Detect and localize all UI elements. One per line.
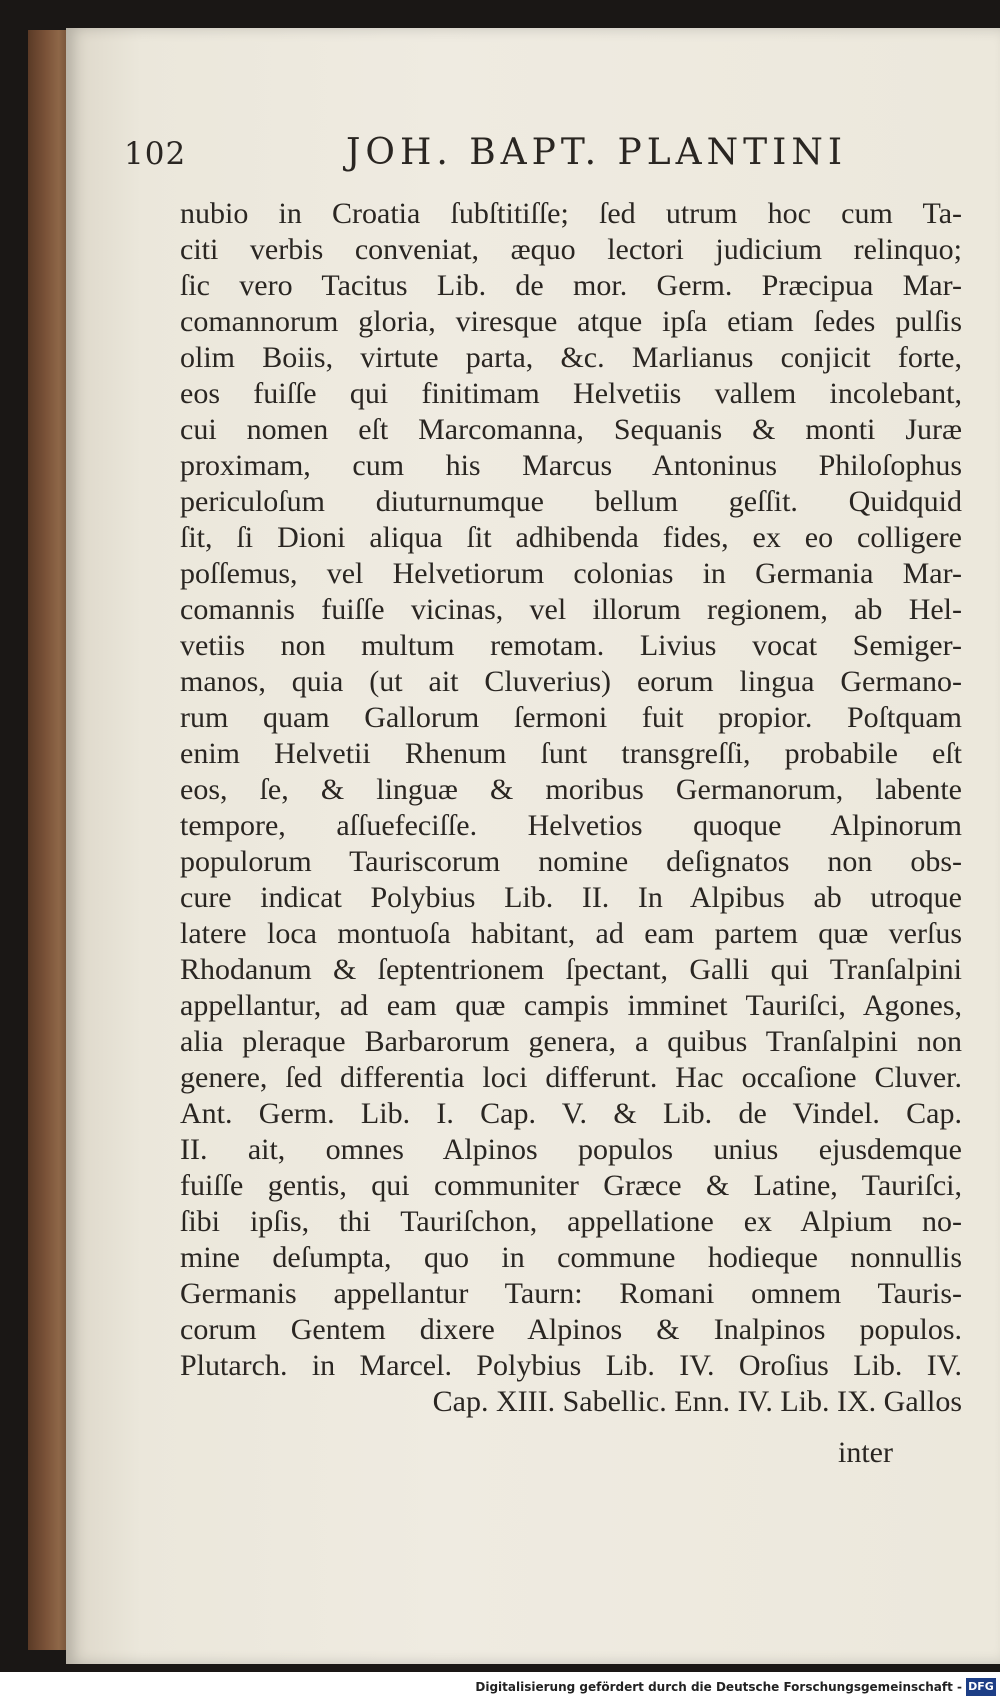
running-title: JOH. BAPT. PLANTINI <box>346 132 848 173</box>
text-line: olim Boiis, virtute parta, &c. Marlianus conjicit forte, <box>180 341 962 374</box>
text-line: nubio in Croatia ſubſtitiſſe; ſed utrum hoc cum Ta- <box>180 197 962 230</box>
text-line: tempore, aſſuefeciſſe. Helvetios quoque Alpinorum <box>180 809 962 842</box>
catchword: inter <box>838 1436 893 1469</box>
dfg-logo-icon: DFG <box>966 1678 996 1696</box>
text-line: rum quam Gallorum ſermoni fuit propior. Poſtquam <box>180 701 962 734</box>
text-line: Ant. Germ. Lib. I. Cap. V. & Lib. de Vindel. Cap. <box>180 1097 962 1130</box>
text-line: manos, quia (ut ait Cluverius) eorum lingua Germano- <box>180 665 962 698</box>
text-line: mine deſumpta, quo in commune hodieque nonnullis <box>180 1241 962 1274</box>
text-line: cure indicat Polybius Lib. II. In Alpibus ab utroque <box>180 881 962 914</box>
text-line: poſſemus, vel Helvetiorum colonias in Germania Mar- <box>180 557 962 590</box>
text-line: appellantur, ad eam quæ campis imminet Tauriſci, Agones, <box>180 989 962 1022</box>
text-line: ſibi ipſis, thi Tauriſchon, appellatione ex Alpium no- <box>180 1205 962 1238</box>
text-line: ſic vero Tacitus Lib. de mor. Germ. Præcipua Mar- <box>180 269 962 302</box>
text-line: latere loca montuoſa habitant, ad eam partem quæ verſus <box>180 917 962 950</box>
text-line: Plutarch. in Marcel. Polybius Lib. IV. Oroſius Lib. IV. <box>180 1349 962 1382</box>
text-line: citi verbis conveniat, æquo lectori judicium relinquo; <box>180 233 962 266</box>
text-line: alia pleraque Barbarorum genera, a quibus Tranſalpini non <box>180 1025 962 1058</box>
body-text <box>180 196 962 1466</box>
text-line: cui nomen eſt Marcomanna, Sequanis & monti Juræ <box>180 413 962 446</box>
text-line: periculoſum diuturnumque bellum geſſit. Quidquid <box>180 485 962 518</box>
text-line: populorum Tauriscorum nomine deſignatos non obs- <box>180 845 962 878</box>
text-line: fuiſſe gentis, qui communiter Græce & Latine, Tauriſci, <box>180 1169 962 1202</box>
text-line: eos, ſe, & linguæ & moribus Germanorum, labente <box>180 773 962 806</box>
page-number: 102 <box>124 136 187 172</box>
text-line: genere, ſed differentia loci differunt. Hac occaſione Cluver. <box>180 1061 962 1094</box>
text-line: corum Gentem dixere Alpinos & Inalpinos populos. <box>180 1313 962 1346</box>
text-line: II. ait, omnes Alpinos populos unius ejusdemque <box>180 1133 962 1166</box>
footer-bar <box>0 1672 1000 1704</box>
text-line: comannis fuiſſe vicinas, vel illorum regionem, ab Hel- <box>180 593 962 626</box>
footer-credit: Digitalisierung gefördert durch die Deutsche Forschungsgemeinschaft - <box>475 1680 962 1694</box>
text-line: Germanis appellantur Taurn: Romani omnem Tauris- <box>180 1277 962 1310</box>
text-line: enim Helvetii Rhenum ſunt transgreſſi, probabile eſt <box>180 737 962 770</box>
text-line: Cap. XIII. Sabellic. Enn. IV. Lib. IX. Gallos <box>432 1385 962 1418</box>
text-line: vetiis non multum remotam. Livius vocat Semiger- <box>180 629 962 662</box>
text-line: ſit, ſi Dioni aliqua ſit adhibenda fides, ex eo colligere <box>180 521 962 554</box>
text-line: Rhodanum & ſeptentrionem ſpectant, Galli qui Tranſalpini <box>180 953 962 986</box>
page-header <box>124 132 864 184</box>
text-line: eos fuiſſe qui finitimam Helvetiis vallem incolebant, <box>180 377 962 410</box>
text-line: proximam, cum his Marcus Antoninus Philoſophus <box>180 449 962 482</box>
text-line: comannorum gloria, viresque atque ipſa etiam ſedes pulſis <box>180 305 962 338</box>
